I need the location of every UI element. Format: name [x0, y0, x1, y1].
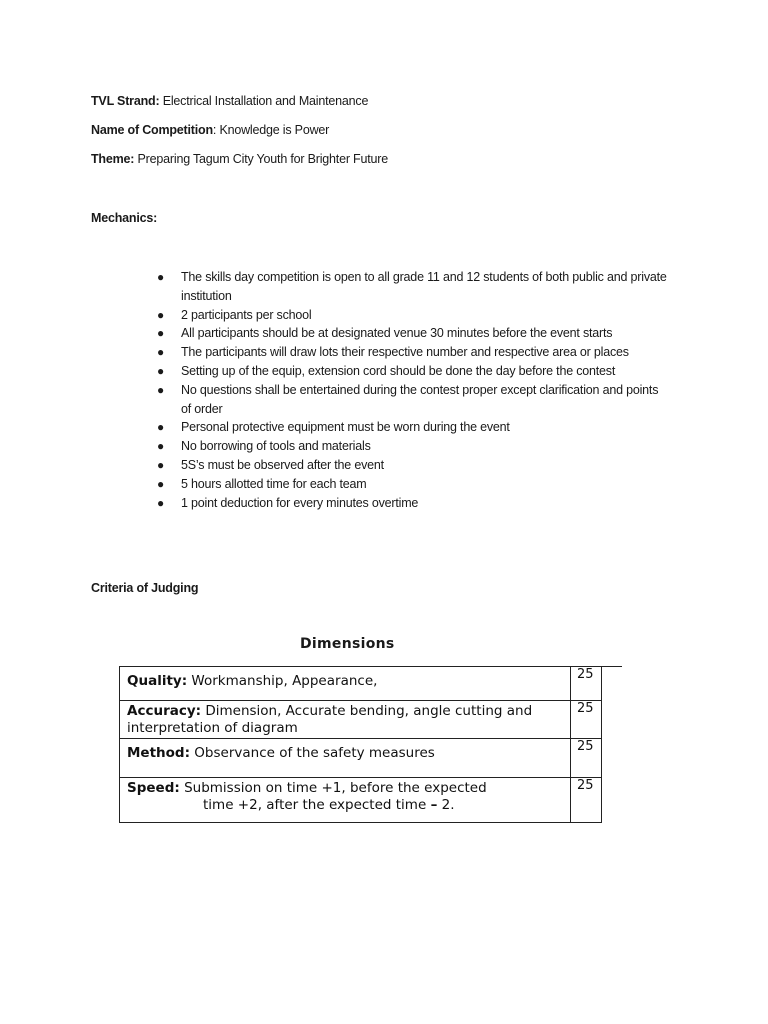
- criterion-text: Submission on time +1, before the expected: [184, 780, 487, 796]
- criterion-cell: [120, 739, 571, 778]
- criterion-label: Accuracy:: [127, 703, 202, 719]
- criteria-heading: Criteria of Judging: [91, 581, 199, 595]
- bullet-icon: ●: [157, 382, 165, 397]
- score-cell: 25: [571, 667, 602, 701]
- list-item: ● No questions shall be entertained during the contest proper except clarification and points of order: [157, 382, 659, 416]
- criterion-label: Speed:: [127, 780, 180, 796]
- criterion-cell: [120, 701, 571, 739]
- criterion-text-continued: time +2, after the expected time – 2.: [203, 796, 455, 813]
- list-item: ● 1 point deduction for every minutes overtime: [157, 494, 667, 513]
- score-cell: 25: [571, 739, 602, 778]
- score-cell: 25: [571, 778, 602, 823]
- criterion-cell: [120, 778, 571, 823]
- list-item: ● All participants should be at designated venue 30 minutes before the event starts: [157, 324, 667, 343]
- bullet-icon: ●: [157, 345, 165, 360]
- list-item: ● The participants will draw lots their respective number and respective area or places: [157, 343, 667, 362]
- criterion-text: Observance of the safety measures: [194, 745, 435, 761]
- strand-value: Electrical Installation and Maintenance: [162, 94, 369, 108]
- table-row: [120, 701, 602, 739]
- list-item: ● 5 hours allotted time for each team: [157, 475, 667, 494]
- criterion-cell: [120, 667, 571, 701]
- list-item: ● No borrowing of tools and materials: [157, 437, 667, 456]
- list-item: ● 5S’s must be observed after the event: [157, 456, 667, 475]
- criterion-label: Method:: [127, 745, 190, 761]
- criterion-label: Quality:: [127, 673, 188, 689]
- mechanics-heading: Mechanics:: [91, 211, 158, 225]
- table-row: [120, 778, 602, 823]
- theme-label: Theme:: [91, 152, 135, 166]
- strand-label: TVL Strand:: [91, 94, 160, 108]
- score-cell: 25: [571, 701, 602, 739]
- table-title: Dimensions: [300, 636, 395, 652]
- criterion-text: Workmanship, Appearance,: [191, 673, 378, 689]
- bullet-icon: ●: [157, 326, 165, 341]
- competition-line: [91, 123, 329, 137]
- bullet-icon: ●: [157, 457, 165, 472]
- list-item: ● The skills day competition is open to all grade 11 and 12 students of both public and private institution: [157, 270, 667, 303]
- list-item: ● Personal protective equipment must be worn during the event: [157, 418, 667, 437]
- bullet-icon: ●: [157, 439, 165, 454]
- bullet-icon: ●: [157, 307, 165, 322]
- mechanics-list: [157, 268, 667, 512]
- bullet-icon: ●: [157, 363, 165, 378]
- theme-value: Preparing Tagum City Youth for Brighter Future: [137, 152, 388, 166]
- competition-value: : Knowledge is Power: [212, 123, 330, 137]
- table-row: [120, 739, 602, 778]
- criteria-table: [119, 666, 602, 823]
- strand-line: [91, 94, 368, 108]
- bullet-icon: ●: [157, 420, 165, 435]
- bullet-icon: ●: [157, 476, 165, 491]
- competition-label: Name of Competition: [91, 123, 213, 137]
- list-item: ● Setting up of the equip, extension cord should be done the day before the contest: [157, 362, 667, 381]
- criterion-text: Dimension, Accurate bending, angle cutting and interpretation of diagram: [127, 703, 533, 736]
- list-item: ● 2 participants per school: [157, 306, 667, 325]
- bullet-icon: ●: [157, 270, 165, 284]
- table-border-extension: [602, 666, 622, 667]
- bullet-icon: ●: [157, 495, 165, 510]
- theme-line: [91, 152, 388, 166]
- table-row: [120, 667, 602, 701]
